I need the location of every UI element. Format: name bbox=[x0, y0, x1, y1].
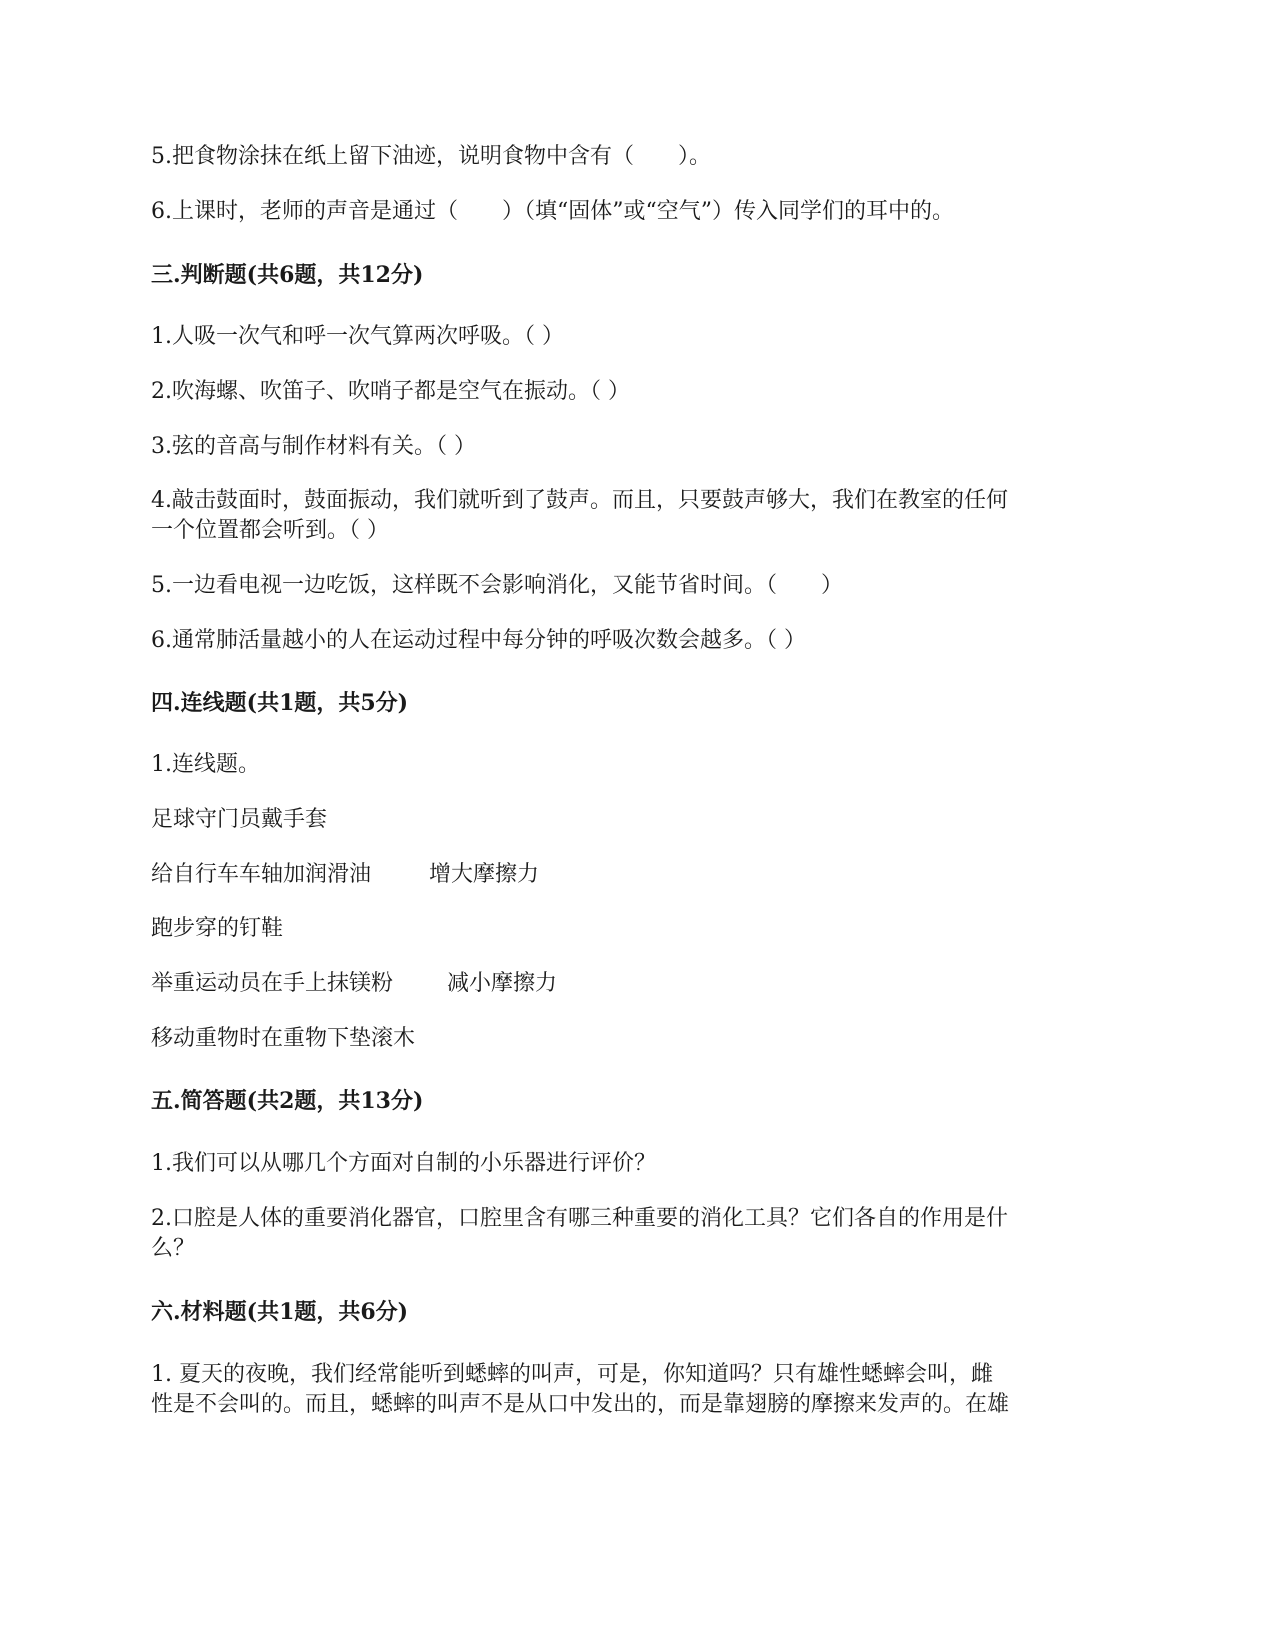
judge-item-3: 3.弦的音高与制作材料有关。（ ） bbox=[151, 434, 476, 459]
matching-left-item-3: 跑步穿的钉鞋 bbox=[151, 916, 284, 941]
matching-right-item-2: 减小摩擦力 bbox=[447, 971, 558, 996]
section-6-heading: 六.材料题(共1题，共6分) bbox=[151, 1299, 409, 1325]
matching-right-item-1: 增大摩擦力 bbox=[429, 862, 540, 887]
short-answer-1: 1.我们可以从哪几个方面对自制的小乐器进行评价？ bbox=[151, 1151, 656, 1176]
question-5-fill-blank: 5.把食物涂抹在纸上留下油迹，说明食物中含有（ ）。 bbox=[151, 144, 711, 169]
judge-item-6: 6.通常肺活量越小的人在运动过程中每分钟的呼吸次数会越多。（ ） bbox=[151, 628, 806, 653]
judge-item-5: 5.一边看电视一边吃饭，这样既不会影响消化，又能节省时间。（ ） bbox=[151, 573, 843, 598]
matching-row-4 bbox=[151, 967, 393, 1001]
judge-item-4-line-2: 一个位置都会听到。（ ） bbox=[151, 518, 389, 543]
section-4-heading: 四.连线题(共1题，共5分) bbox=[151, 690, 409, 716]
section-3-heading: 三.判断题(共6题，共12分) bbox=[151, 262, 424, 288]
section-5-heading: 五.简答题(共2题，共13分) bbox=[151, 1088, 424, 1114]
material-passage-line-2: 性是不会叫的。而且，蟋蟀的叫声不是从口中发出的，而是靠翅膀的摩擦来发声的。在雄 bbox=[151, 1392, 1010, 1417]
matching-left-item-4: 举重运动员在手上抹镁粉 bbox=[151, 971, 394, 996]
matching-left-item-5: 移动重物时在重物下垫滚木 bbox=[151, 1026, 416, 1051]
short-answer-2-line-2: 么？ bbox=[151, 1236, 196, 1261]
matching-row-2 bbox=[151, 858, 371, 892]
short-answer-2-line-1: 2.口腔是人体的重要消化器官，口腔里含有哪三种重要的消化工具？它们各自的作用是什 bbox=[151, 1206, 1008, 1231]
matching-left-item-1: 足球守门员戴手套 bbox=[151, 807, 328, 832]
question-6-fill-blank: 6.上课时，老师的声音是通过（ ）（填“固体”或“空气”）传入同学们的耳中的。 bbox=[151, 199, 954, 224]
matching-right-item-1-wrap bbox=[429, 858, 539, 892]
matching-left-item-2: 给自行车车轴加润滑油 bbox=[151, 862, 372, 887]
judge-item-1: 1.人吸一次气和呼一次气算两次呼吸。（ ） bbox=[151, 324, 564, 349]
judge-item-4-line-1: 4.敲击鼓面时，鼓面振动，我们就听到了鼓声。而且，只要鼓声够大，我们在教室的任何 bbox=[151, 488, 1008, 513]
matching-question: 1.连线题。 bbox=[151, 752, 260, 777]
judge-item-2: 2.吹海螺、吹笛子、吹哨子都是空气在振动。（ ） bbox=[151, 379, 630, 404]
matching-right-item-2-wrap bbox=[447, 967, 557, 1001]
material-passage-line-1: 1. 夏天的夜晚，我们经常能听到蟋蟀的叫声，可是，你知道吗？只有雄性蟋蟀会叫，雌 bbox=[151, 1362, 993, 1387]
